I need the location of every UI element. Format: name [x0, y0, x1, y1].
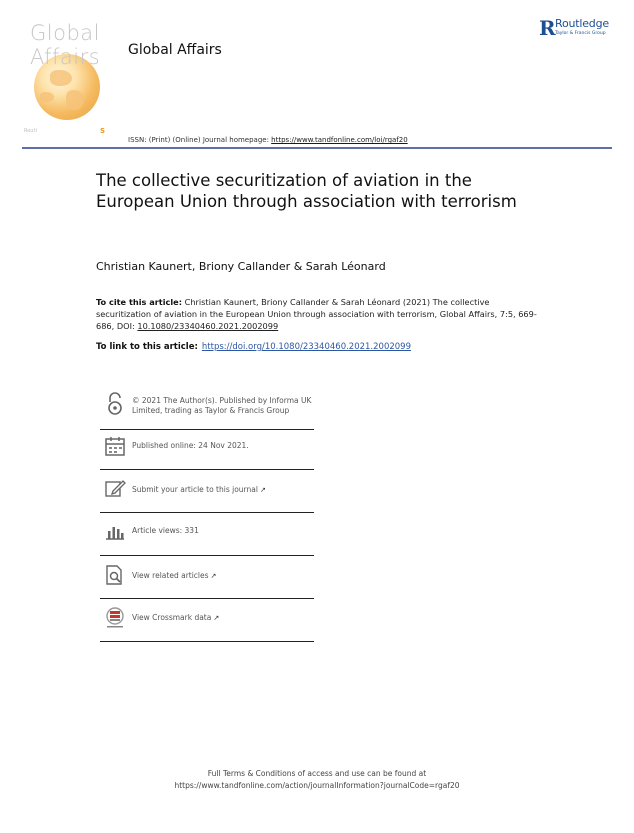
article-doi-link[interactable]: https://doi.org/10.1080/23340460.2021.2002099	[201, 342, 411, 352]
article-authors: Christian Kaunert, Briony Callander & Sarah Léonard	[96, 260, 386, 273]
published-date: Published online: 24 Nov 2021.	[132, 441, 249, 450]
routledge-logo	[539, 17, 619, 43]
cover-word-global: Global	[30, 21, 100, 45]
open-access-icon	[104, 392, 126, 414]
routledge-mark-icon: R	[539, 16, 556, 40]
views-row	[100, 513, 314, 556]
license-text: © 2021 The Author(s). Published by Informa UK Limited, trading as Taylor & Francis Group	[132, 396, 312, 415]
external-link-icon: ↗	[259, 486, 266, 494]
submit-row[interactable]	[100, 470, 314, 513]
related-articles-icon	[104, 564, 126, 586]
edit-icon	[104, 477, 126, 499]
journal-cover-logo	[24, 20, 124, 138]
citation-doi-link[interactable]: 10.1080/23340460.2021.2002099	[137, 321, 279, 331]
related-row[interactable]	[100, 556, 314, 599]
footer-terms	[0, 768, 634, 792]
journal-name: Global Affairs	[128, 42, 222, 58]
bar-chart-icon	[104, 520, 126, 542]
publisher-name: Routledge	[555, 17, 609, 30]
citation-text: Christian Kaunert, Briony Callander & Sarah Léonard (2021) The collective securitization of aviation in the European Union through association with terrorism, Global Affairs, 7:5, 669-686, DOI:	[96, 297, 537, 331]
issn-text: ISSN: (Print) (Online) Journal homepage:	[128, 136, 272, 144]
crossmark-link[interactable]: View Crossmark data ↗	[132, 613, 220, 622]
external-link-icon: ↗	[210, 572, 217, 580]
cover-word-affairs: Affairs	[30, 45, 101, 69]
link-label: To link to this article:	[96, 342, 198, 352]
published-row	[100, 430, 314, 470]
citation-block	[96, 296, 541, 332]
citation-label: To cite this article:	[96, 297, 182, 307]
cover-publisher-text: Routl	[24, 128, 37, 134]
footer-terms-link[interactable]: https://www.tandfonline.com/action/journalInformation?journalCode=rgaf20	[174, 781, 460, 790]
related-articles-link[interactable]: View related articles ↗	[132, 571, 217, 580]
submit-article-link[interactable]: Submit your article to this journal ↗	[132, 485, 266, 494]
article-views: Article views: 331	[132, 526, 199, 535]
journal-homepage-link[interactable]: https://www.tandfonline.com/loi/rgaf20	[271, 136, 408, 144]
license-row	[100, 388, 314, 430]
external-link-icon: ↗	[213, 614, 220, 622]
crossmark-icon	[104, 606, 126, 628]
issn-line	[128, 136, 408, 144]
article-title: The collective securitization of aviation in the European Union through association with terrorism	[96, 171, 517, 211]
publisher-subtitle: Taylor & Francis Group	[555, 31, 606, 36]
header-divider	[22, 147, 612, 149]
crossmark-row[interactable]	[100, 599, 314, 642]
calendar-icon	[104, 435, 126, 457]
cover-tag: S	[100, 127, 106, 135]
footer-line-1: Full Terms & Conditions of access and use can be found at	[207, 769, 427, 778]
article-link-line	[96, 342, 411, 352]
